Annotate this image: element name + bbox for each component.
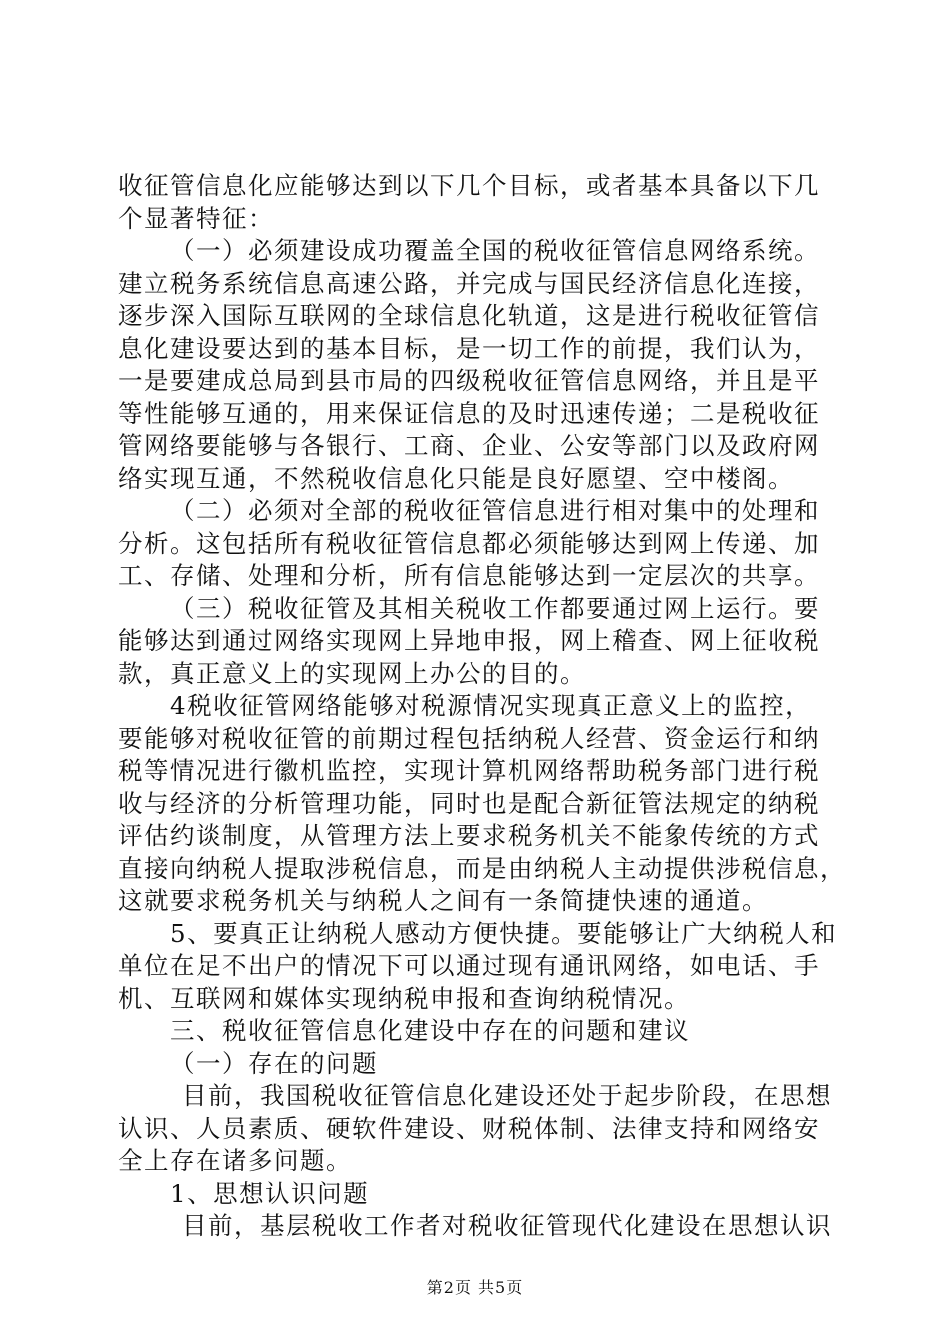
- text-line: 直接向纳税人提取涉税信息，而是由纳税人主动提供涉税信息，: [118, 853, 846, 883]
- text-line: 息化建设要达到的基本目标，是一切工作的前提，我们认为，: [118, 333, 820, 363]
- text-line: 4税收征管网络能够对税源情况实现真正意义上的监控，: [170, 691, 812, 720]
- text-line: 这就要求税务机关与纳税人之间有一条简捷快速的通道。: [118, 886, 768, 915]
- text-line: （一）必须建设成功覆盖全国的税收征管信息网络系统。: [170, 236, 820, 265]
- text-line: 三、税收征管信息化建设中存在的问题和建议: [170, 1016, 690, 1045]
- page-footer: 第2页 共5页: [426, 1278, 524, 1297]
- text-line: 目前，基层税收工作者对税收征管现代化建设在思想认识: [182, 1211, 832, 1240]
- text-line: 一是要建成总局到县市局的四级税收征管信息网络，并且是平: [118, 366, 820, 395]
- text-line: 个显著特征：: [118, 203, 274, 233]
- text-line: 1、思想认识问题: [170, 1178, 370, 1208]
- text-line: 管网络要能够与各银行、工商、企业、公安等部门以及政府网: [118, 431, 820, 460]
- text-line: 机、互联网和媒体实现纳税申报和查询纳税情况。: [118, 983, 690, 1013]
- text-line: 逐步深入国际互联网的全球信息化轨道，这是进行税收征管信: [118, 301, 820, 330]
- document-body: [118, 170, 848, 1243]
- text-line: 工、存储、处理和分析，所有信息能够达到一定层次的共享。: [118, 561, 820, 590]
- text-line: 5、要真正让纳税人感动方便快捷。要能够让广大纳税人和: [170, 918, 838, 948]
- text-line: 款，真正意义上的实现网上办公的目的。: [118, 658, 586, 688]
- text-line: 全上存在诸多问题。: [118, 1146, 352, 1175]
- text-line: 目前，我国税收征管信息化建设还处于起步阶段，在思想: [182, 1081, 832, 1110]
- text-line: 建立税务系统信息高速公路，并完成与国民经济信息化连接，: [118, 268, 820, 298]
- text-line: 认识、人员素质、硬软件建设、财税体制、法律支持和网络安: [118, 1113, 820, 1143]
- text-line: 要能够对税收征管的前期过程包括纳税人经营、资金运行和纳: [118, 723, 820, 753]
- text-line: （二）必须对全部的税收征管信息进行相对集中的处理和: [170, 496, 820, 525]
- text-line: 收与经济的分析管理功能，同时也是配合新征管法规定的纳税: [118, 788, 820, 818]
- text-line: 能够达到通过网络实现网上异地申报，网上稽查、网上征收税: [118, 626, 820, 655]
- text-line: 络实现互通，不然税收信息化只能是良好愿望、空中楼阁。: [118, 463, 794, 493]
- text-line: 分析。这包括所有税收征管信息都必须能够达到网上传递、加: [118, 528, 820, 558]
- text-line: （三）税收征管及其相关税收工作都要通过网上运行。要: [170, 593, 820, 623]
- text-line: 评估约谈制度，从管理方法上要求税务机关不能象传统的方式: [118, 821, 820, 850]
- text-line: 等性能够互通的，用来保证信息的及时迅速传递；二是税收征: [118, 398, 820, 428]
- text-line: 税等情况进行徽机监控，实现计算机网络帮助税务部门进行税: [118, 756, 820, 785]
- text-line: 收征管信息化应能够达到以下几个目标，或者基本具备以下几: [118, 171, 820, 200]
- text-line: （一）存在的问题: [170, 1048, 378, 1078]
- text-line: 单位在足不出户的情况下可以通过现有通讯网络，如电话、手: [118, 951, 820, 980]
